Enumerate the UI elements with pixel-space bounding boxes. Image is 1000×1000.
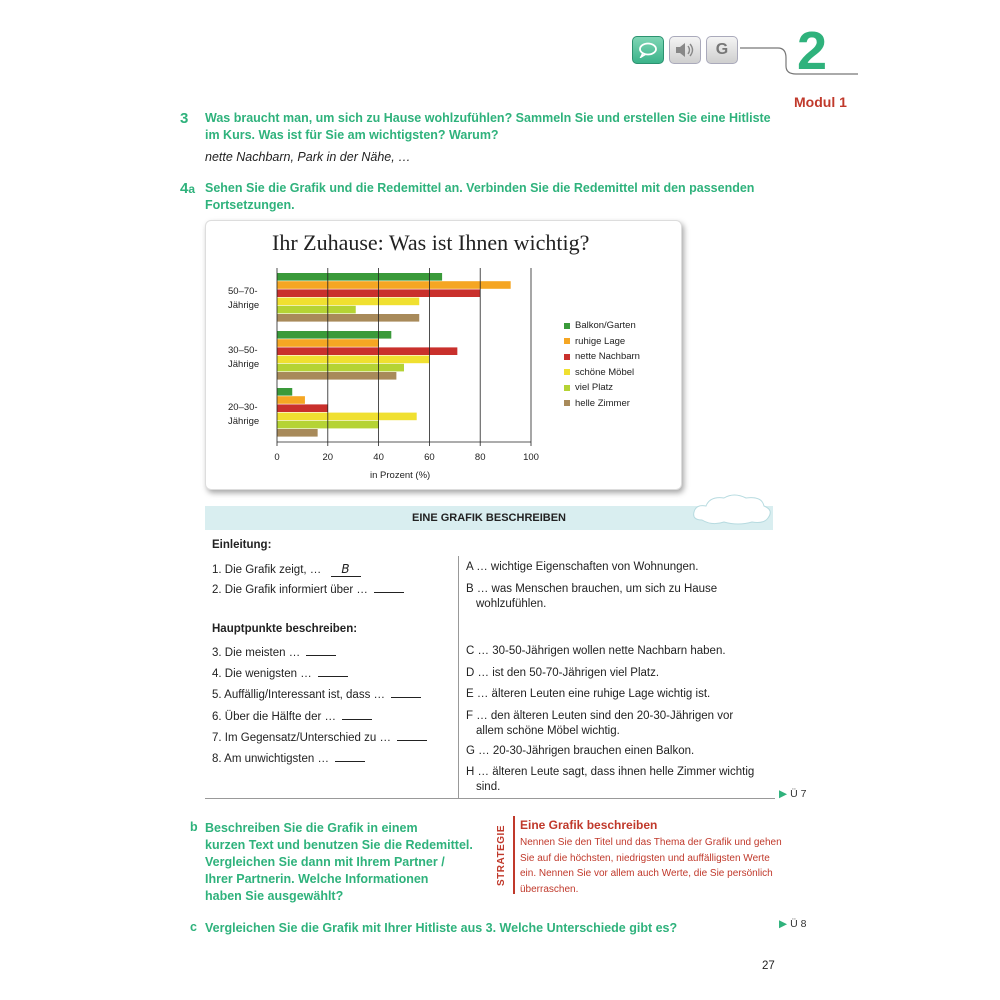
exercise-reference-u8[interactable]: ▶ Ü 8 <box>779 918 807 930</box>
answer-blank[interactable] <box>397 740 427 741</box>
bar <box>277 364 404 372</box>
legend-item: Balkon/Garten <box>564 318 640 334</box>
option-a: A … wichtige Eigenschaften von Wohnungen. <box>466 561 699 573</box>
x-tick-label: 100 <box>523 452 539 463</box>
bar <box>277 331 391 339</box>
option-b: B … was Menschen brauchen, um sich zu Hause wohlzufühlen. <box>466 583 718 610</box>
task-3-number: 3 <box>180 110 189 127</box>
phrase-item-3: 3. Die meisten … <box>212 647 336 659</box>
task-4c-instruction: Vergleichen Sie die Grafik mit Ihrer Hitliste aus 3. Welche Unterschiede gibt es? <box>205 921 678 935</box>
bar <box>277 281 511 289</box>
bar <box>277 413 417 421</box>
option-g: G … 20-30-Jährigen brauchen einen Balkon. <box>466 745 695 757</box>
phrase-item-6: 6. Über die Hälfte der … <box>212 711 372 723</box>
strategy-rule <box>513 816 515 894</box>
module-label: Modul 1 <box>794 94 847 110</box>
exercise-reference-u7[interactable]: ▶ Ü 7 <box>779 788 807 800</box>
hauptpunkte-heading: Hauptpunkte beschreiben: <box>212 623 358 635</box>
legend-item: ruhige Lage <box>564 334 640 350</box>
legend-item: schöne Möbel <box>564 365 640 381</box>
answer-blank[interactable] <box>391 697 421 698</box>
bar <box>277 306 356 314</box>
answer-blank[interactable]: B <box>331 562 361 577</box>
task-3-handwritten-answer: nette Nachbarn, Park in der Nähe, … <box>205 150 411 164</box>
phrase-item-4: 4. Die wenigsten … <box>212 668 348 680</box>
phrase-item-7: 7. Im Gegensatz/Unterschied zu … <box>212 732 427 744</box>
section-bottom-rule <box>205 798 775 799</box>
grammar-icon: G <box>706 36 738 64</box>
phrase-item-5: 5. Auffällig/Interessant ist, dass … <box>212 689 421 701</box>
option-f: F … den älteren Leuten sind den 20-30-Jährigen vor allem schöne Möbel wichtig. <box>466 710 734 737</box>
strategy-title: Eine Grafik beschreiben <box>520 818 658 832</box>
phrase-item-8: 8. Am unwichtigsten … <box>212 753 365 765</box>
strategy-label: STRATEGIE <box>496 825 507 887</box>
task-3-instruction-line2: im Kurs. Was ist für Sie am wichtigsten? Warum? <box>205 128 499 142</box>
answer-blank[interactable] <box>342 719 372 720</box>
chart-legend <box>564 318 640 411</box>
x-tick-label: 80 <box>474 452 486 463</box>
answer-blank[interactable] <box>374 592 404 593</box>
bar <box>277 273 442 281</box>
cloud-icon <box>690 492 775 528</box>
task-3-instruction-line1: Was braucht man, um sich zu Hause wohlzufühlen? Sammeln Sie und erstellen Sie eine Hitliste <box>205 111 771 125</box>
answer-blank[interactable] <box>335 761 365 762</box>
bar <box>277 396 305 404</box>
option-c: C … 30-50-Jährigen wollen nette Nachbarn haben. <box>466 645 726 657</box>
speaker-icon <box>669 36 701 64</box>
section-title: EINE GRAFIK BESCHREIBEN <box>411 512 567 524</box>
bar <box>277 404 328 412</box>
answer-blank[interactable] <box>318 676 348 677</box>
legend-item: viel Platz <box>564 380 640 396</box>
play-arrow-icon: ▶ <box>779 788 788 800</box>
task-4a-instruction-line1: Sehen Sie die Grafik und die Redemittel an. Verbinden Sie die Redemittel mit den passenden <box>205 181 755 195</box>
task-4a-instruction-line2: Fortsetzungen. <box>205 198 295 212</box>
x-tick-label: 40 <box>373 452 384 463</box>
bar <box>277 347 457 355</box>
strategy-text: Nennen Sie den Titel und das Thema der Grafik und gehen Sie auf die höchsten, niedrigsten und auffälligsten Werte ein. Nennen Sie vor allem auch Werte, die Sie persönlich überraschen. <box>520 837 782 895</box>
option-d: D … ist den 50-70-Jährigen viel Platz. <box>466 667 660 679</box>
x-tick-label: 20 <box>322 452 334 463</box>
x-tick-label: 0 <box>274 452 280 463</box>
legend-item: helle Zimmer <box>564 396 640 412</box>
task-4b-letter: b <box>190 820 198 834</box>
bar <box>277 429 318 437</box>
bar <box>277 356 429 364</box>
page-number: 27 <box>762 960 775 972</box>
x-tick-label: 60 <box>424 452 435 463</box>
task-4a-number: 4a <box>180 180 196 197</box>
x-axis-label: in Prozent (%) <box>370 470 431 481</box>
column-divider <box>458 556 459 798</box>
task-4c-letter: c <box>190 920 197 934</box>
category-label: 50–70- Jährige <box>228 286 260 311</box>
play-arrow-icon: ▶ <box>779 918 788 930</box>
bar <box>277 388 292 396</box>
task-4b-instruction: Beschreiben Sie die Grafik in einem kurzen Text und benutzen Sie die Redemittel. Vergleichen Sie dann mit Ihrem Partner / Ihrer Partnerin. Welche Informationen haben Sie ausgewählt? <box>205 821 473 903</box>
einleitung-heading: Einleitung: <box>212 539 272 551</box>
category-label: 20–30- Jährige <box>228 402 260 427</box>
chapter-number: 2 <box>797 21 828 81</box>
option-e: E … älteren Leuten eine ruhige Lage wichtig ist. <box>466 688 711 700</box>
chart-title: Ihr Zuhause: Was ist Ihnen wichtig? <box>272 230 590 255</box>
phrase-item-2: 2. Die Grafik informiert über … <box>212 584 404 596</box>
category-label: 30–50- Jährige <box>228 345 260 370</box>
answer-blank[interactable] <box>306 655 336 656</box>
bar <box>277 298 419 306</box>
phrase-item-1: 1. Die Grafik zeigt, … B <box>212 562 361 577</box>
legend-item: nette Nachbarn <box>564 349 640 365</box>
speech-bubble-icon <box>632 36 664 64</box>
option-h: H … älteren Leute sagt, dass ihnen helle Zimmer wichtig sind. <box>466 766 755 793</box>
bar <box>277 314 419 322</box>
